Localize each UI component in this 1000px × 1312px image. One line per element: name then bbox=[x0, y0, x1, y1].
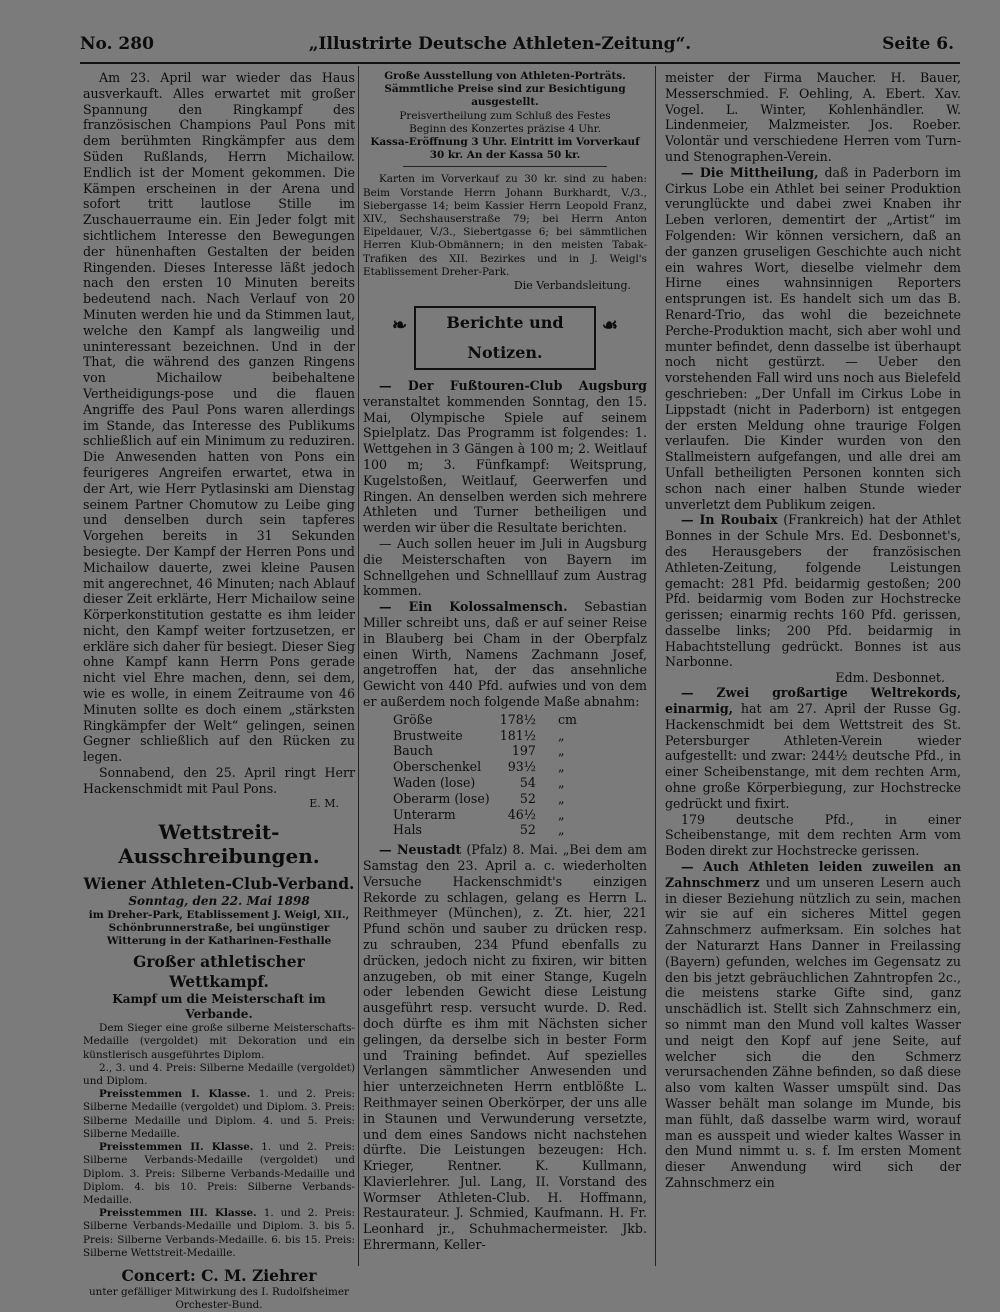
note-toothache-text: und um unseren Lesern auch in dieser Beziehung nützlich zu sein, machen wir sie auf ein sicheres Mittel gegen Zahnschmerz aufmerksam. Ein solches hat der Naturarzt Hans Danner in Freilassing (Bayern) gefunden, welches im Gegensatz zu den bis jetzt gebräuchlichen Zahntropfen 2c., die meistens starke Gifte sind, ganz unschädlich ist. Stellt sich Zahnschmerz ein, so nimmt man den Mund voll kaltes Wasser und neigt den Kopf auf jene Seite, auf welcher sich die den Schmerz verursachenden Zähne befinden, so daß diese also vom kalten Wasser umspült sind. Das Wasser behält man solange im Munde, bis man fühlt, daß dasselbe warm wird, worauf man es ausspeit und wieder kaltes Wasser in den Mund nimmt u. s. f. Im ersten Moment dieser Anwendung wird sich der Zahnschmerz ein bbox=[665, 874, 961, 1190]
class-2-text: 1. und 2. Preis: Silberne Verbands-Medaille (vergoldet) und Diplom. 3. Preis: Silberne Verbands-Medaille und Diplom. 4. bis 10. Preis: Silberne Verbands-Medaille. bbox=[83, 1141, 355, 1206]
article-announcement: Sonnabend, den 25. April ringt Herr Hackenschmidt mit Paul Pons. bbox=[83, 765, 355, 796]
section-heading-text: Berichte und Notizen. bbox=[446, 313, 564, 363]
note-world-records bbox=[665, 685, 961, 811]
note-paderborn bbox=[665, 165, 961, 513]
measurement-row bbox=[393, 743, 587, 759]
event-title: Großer athletischer Wettkampf. bbox=[133, 952, 305, 992]
note-roubaix-label: — In Roubaix bbox=[681, 512, 778, 528]
column-1 bbox=[83, 70, 355, 1312]
measurement-row bbox=[393, 791, 587, 807]
measurement-row bbox=[393, 728, 587, 744]
page-label: Seite 6. bbox=[882, 34, 954, 54]
note-world-records-text: hat am 27. April der Russe Gg. Hackenschmidt bei dem Wettstreit des St. Petersburger Athleten-Verein wieder aufgestellt: und zwar: 244½ deutsche Pfd., in einer Scheibenstange, mit dem rechten Arm, ohne große Körperbiegung, zur Hochstrecke gedrückt und fixirt. bbox=[665, 701, 961, 811]
measurement-value: 181½ bbox=[499, 727, 536, 743]
measurement-unit: „ bbox=[557, 806, 565, 822]
note-bavaria: — Auch sollen heuer im Juli in Augsburg die Meisterschaften von Bayern im Schnellgehen und Schnelllauf zum Austrag kommen. bbox=[363, 536, 647, 599]
class-3-text: 1. und 2. Preis: Silberne Verbands-Medaille und Diplom. 3. bis 5. Preis: Silberne Verbands-Medaille. 6. bis 15. Preis: Silberne Wettstreit-Medaille. bbox=[83, 1207, 355, 1259]
note-augsburg-label: — Der Fußtouren-Club Augsburg bbox=[379, 378, 647, 394]
measurement-unit: „ bbox=[557, 759, 565, 775]
ticket-info: Karten im Vorverkauf zu 30 kr. sind zu haben: Beim Vorstande Herrn Johann Burkhardt, V./3., Siebergasse 14; beim Kassier Herrn Leopold Franz, XIV., Sechshauserstraße 79; bei Herrn Anton Eipeldauer, V./3., Siebertgasse 6; bei sämmtlichen Herren Klub-Obmännern; in den meisten Tabak-Trafiken des XII. Bezirkes und in J. Weigl's Etablissement Dreher-Park. bbox=[363, 173, 647, 278]
measurement-unit: cm bbox=[557, 711, 577, 727]
measurement-row bbox=[393, 822, 587, 838]
measurement-name: Oberschenkel bbox=[393, 759, 482, 775]
note-neustadt-continued: meister der Firma Maucher. H. Bauer, Messerschmied. F. Oehling, A. Ebert. Xav. Vogel. L. Winter, Kohlenhändler. W. Lindenmeier, Malzmeister. Jos. Roeber. Volontär und verschiedene Herren vom Turn- und Stenographen-Verein. bbox=[665, 70, 961, 164]
note-roubaix-signature: Edm. Desbonnet. bbox=[835, 670, 945, 686]
note-augsburg bbox=[363, 378, 647, 536]
measurement-value: 52 bbox=[519, 822, 536, 838]
measurement-row bbox=[393, 775, 587, 791]
section-heading-reports bbox=[392, 306, 618, 370]
column-divider-2 bbox=[655, 66, 656, 1266]
prize-line: 2., 3. und 4. Preis: Silberne Medaille (vergoldet) und Diplom. bbox=[83, 1061, 355, 1088]
measurement-value: 178½ bbox=[499, 711, 536, 727]
ornament-right-icon: ☙ bbox=[601, 315, 618, 337]
column-divider-1 bbox=[358, 66, 359, 1266]
measurement-name: Unterarm bbox=[393, 806, 456, 822]
exhibition-line-4: Beginn des Konzertes präzise 4 Uhr. bbox=[409, 122, 601, 135]
note-colossus-label: — Ein Kolossalmensch. bbox=[379, 599, 568, 615]
measurement-name: Bauch bbox=[393, 743, 434, 759]
note-roubaix-text: (Frankreich) hat der Athlet Bonnes in der Schule Mrs. Ed. Desbonnet's, des Herausgebers der französischen Athleten-Zeitung, folgende Leistungen gemacht: 281 Pfd. beidarmig gestoßen; 200 Pfd. beidarmig vom Boden zur Hochstrecke gerissen; einarmig rechts 160 Pfd. gerissen, dasselbe links; 200 Pfd. beidarmig in Habachtstellung gedrückt. Bonnes ist aus Narbonne. bbox=[665, 512, 961, 670]
note-roubaix bbox=[665, 512, 961, 670]
article-signature: E. M. bbox=[309, 796, 339, 810]
concert-heading: Concert: C. M. Ziehrer bbox=[121, 1265, 317, 1285]
measurement-row bbox=[393, 807, 587, 823]
class-2-label: Preisstemmen II. Klasse. bbox=[99, 1141, 254, 1154]
measurement-value: 46½ bbox=[507, 806, 536, 822]
note-world-records-label: — Zwei großartige Weltrekords, einarmig, bbox=[665, 685, 961, 717]
measurement-value: 52 bbox=[519, 790, 536, 806]
divider bbox=[403, 166, 607, 167]
note-colossus-text: Sebastian Miller schreibt uns, daß er auf seiner Reise in Blauberg bei Cham in der Oberpfalz einen Wirth, Namens Zachmann Josef, angetroffen hat, der das ansehnliche Gewicht von 440 Pfd. aufwies und von dem er außerdem noch folgende Maße abnahm: bbox=[363, 599, 647, 709]
event-subtitle: Kampf um die Meisterschaft im Verbande. bbox=[112, 992, 326, 1022]
measurement-name: Brustweite bbox=[393, 727, 463, 743]
concert-subtitle: unter gefälliger Mitwirkung des I. Rudolfsheimer Orchester-Bund. bbox=[88, 1285, 350, 1312]
measurement-name: Waden (lose) bbox=[393, 774, 476, 790]
measurements-table bbox=[393, 712, 587, 838]
measurement-unit: „ bbox=[557, 790, 565, 806]
header-rule bbox=[80, 62, 960, 64]
event-venue: im Dreher-Park, Etablissement J. Weigl, XII., Schönbrunnerstraße, bei ungünstiger Witterung in der Katharinen-Festhalle bbox=[88, 908, 350, 948]
measurement-unit: „ bbox=[557, 774, 565, 790]
measurement-name: Oberarm (lose) bbox=[393, 790, 490, 806]
class-3-label: Preisstemmen III. Klasse. bbox=[99, 1207, 257, 1220]
measurement-row bbox=[393, 759, 587, 775]
measurement-name: Hals bbox=[393, 822, 422, 838]
note-neustadt-label: — Neustadt bbox=[379, 842, 462, 858]
event-date: Sonntag, den 22. Mai 1898 bbox=[128, 893, 310, 908]
newspaper-title: „Illustrirte Deutsche Athleten-Zeitung“. bbox=[308, 34, 692, 54]
association-signature: Die Verbandsleitung. bbox=[513, 279, 631, 293]
note-world-records-b: 179 deutsche Pfd., in einer Scheibenstange, mit dem rechten Arm vom Boden direkt zur Hochstrecke gerissen. bbox=[665, 811, 961, 859]
note-augsburg-text: veranstaltet kommenden Sonntag, den 15. Mai, Olympische Spiele auf seinem Spielplatz. Das Programm ist folgendes: 1. Wettgehen in 3 Gängen à 100 m; 2. Weitlauf 100 m; 3. Fünfkampf: Weitsprung, Kugelstoßen, Weitlauf, Geerwerfen und Ringen. An denselben werden sich mehrere Athleten und Turner betheiligen und werden wir über die Resultate berichten. bbox=[363, 393, 647, 536]
exhibition-line-1: Große Ausstellung von Athleten-Porträts. bbox=[384, 70, 626, 82]
measurement-unit: „ bbox=[557, 743, 565, 759]
note-toothache-label: — Auch Athleten leiden zuweilen an Zahnschmerz bbox=[665, 859, 961, 890]
club-heading: Wiener Athleten-Club-Verband. bbox=[83, 873, 355, 893]
prize-intro: Dem Sieger eine große silberne Meisterschafts-Medaille (vergoldet) mit Dekoration und ein künstlerisch ausgeführtes Diplom. bbox=[83, 1022, 355, 1061]
note-paderborn-label: — Die Mittheilung, bbox=[681, 164, 819, 180]
note-neustadt bbox=[363, 842, 647, 1253]
measurement-unit: „ bbox=[557, 727, 565, 743]
section-heading-competitions: Wettstreit-Ausschreibungen. bbox=[118, 819, 320, 868]
class-1-label: Preisstemmen I. Klasse. bbox=[99, 1088, 251, 1101]
note-toothache bbox=[665, 859, 961, 1191]
ornament-left-icon: ❧ bbox=[392, 315, 408, 337]
article-pons-michailow: Am 23. April war wieder das Haus ausverkauft. Alles erwartet mit großer Spannung den Ringkampf des französischen Champions Paul Pons mit dem berühmten Ringkämpfer aus dem Süden Rußlands, Herrn Michailow. Endlich ist der Moment gekommen. Die Kämpen erscheinen in der Arena und sofort tritt lautlose Stille im Zuschauerraume ein. Ein Jeder folgt mit sichtlichem Interesse den Bewegungen der hünenhaften Gestalten der beiden Ringenden. Dieses Interesse läßt jedoch nach den ersten 10 Minuten bereits bedeutend nach. Nach Verlauf von 20 Minuten werden hie und da Stimmen laut, welche den Kampf als langweilig und uninteressant bezeichnen. Und in der That, die während des ganzen Ringens von Michailow beibehaltene Vertheidigungs-pose und die flauen Angriffe des Paul Pons waren allerdings im Stande, das Interesse des Publikums schließlich auf ein Minimum zu reduziren. Die Anwesenden hatten von Pons ein feurigeres Angreifen erwartet, etwa in der Art, wie Herr Pytlasinski am Dienstag seinem Partner Chomutow zu Leibe ging und denselben durch sein tapferes Vorgehen bereits in 31 Sekunden besiegte. Der Kampf der Herren Pons und Michailow dauerte, zwei kleine Pausen mit angerechnet, 46 Minuten; nach Ablauf dieser Zeit erklärte, Herr Michailow seine Körperkonstitution gestatte es ihm leider nicht, den Kampf weiter fortzusetzen, er erkläre sich daher für besiegt. Dieser Sieg ohne Kampf kann Herrn Pons gerade nicht viel Ehre machen, denn, sei dem, wie es wolle, in einem Zeitraume von 46 Minuten sollte es doch einem „stärksten Ringkämpfer der Welt“ gelingen, seinen Gegner schließlich auf den Rücken zu legen. bbox=[83, 70, 355, 765]
note-neustadt-text: (Pfalz) 8. Mai. „Bei dem am Samstag den 23. April a. c. wiederholten Versuche Hackenschmidt's einzigen Rekorde zu schlagen, gelang es Herrn L. Reithmeyer (München), z. Zt. hier, 221 Pfund schön und sauber zu drücken resp. zu schrauben, 234 Pfund ebenfalls zu drücken, jedoch nicht zu fixiren, wir bitten anzugeben, ob mit einer Stange, Kugeln oder lebenden Gewicht diese Leistung ausgeführt resp. versucht wurde. D. Red. doch dürfte es ihm mit Nächsten sicher gelingen, da derselbe sich in bester Form und Training befindet. Auf spezielles Verlangen sämmtlicher Anwesenden und hier unterzeichneten Herrn entblößte L. Reithmayer seinen Oberkörper, der uns alle in Staunen und Verwunderung versetzte, und dem eines Sandows nicht nachstehen dürfte. Die Leistungen bezeugen: Hch. Krieger, Rentner. K. Kullmann, Klavierlehrer. Jul. Lang, II. Vorstand des Wormser Athleten-Club. H. Hoffmann, Restaurateur. J. Schmied, Kaufmann. H. Fr. Leonhard jr., Schuhmachermeister. Jkb. Ehrermann, Keller- bbox=[363, 842, 647, 1253]
class-2-prizes bbox=[83, 1141, 355, 1207]
class-1-text: 1. und 2. Preis: Silberne Medaille (vergoldet) und Diplom. 3. Preis: Silberne Medaille und Diplom. 4. und 5. Preis: Silberne Medaille. bbox=[83, 1088, 355, 1140]
exhibition-line-2: Sämmtliche Preise sind zur Besichtigung ausgestellt. bbox=[384, 83, 626, 109]
measurement-unit: „ bbox=[557, 822, 565, 838]
column-3 bbox=[665, 70, 961, 1191]
note-paderborn-text: daß in Paderborn im Cirkus Lobe ein Athlet bei seiner Produktion verunglückte und dabei zwei Knaben ihr Leben verloren, dementirt der „Artist“ im Folgenden: Wir können versichern, daß an der ganzen gruseligen Geschichte auch nicht ein wahres Wort, dieselbe vielmehr dem Hirne eines wahnsinnigen Reporters entsprungen ist. Es handelt sich um das B. Renard-Trio, das wohl die bezeichnete Perche-Produktion macht, sich aber wohl und munter befindet, denn dasselbe ist überhaupt noch nicht gestürzt. — Ueber den vorstehenden Fall wird uns noch aus Bielefeld geschrieben: „Der Unfall im Cirkus Lobe in Lippstadt (nicht in Paderborn) ist entgegen der ersten Meldung ohne traurige Folgen verlaufen. Die Kinder wurden von den Stallmeistern aufgefangen, und alle drei am Unfall betheiligten Personen konnten sich schon nach einer halben Stunde wieder unverletzt dem Publikum zeigen. bbox=[665, 164, 961, 512]
page-number: No. 280 bbox=[80, 34, 154, 54]
class-3-prizes bbox=[83, 1207, 355, 1260]
note-colossus bbox=[363, 599, 647, 710]
measurement-value: 93½ bbox=[507, 759, 536, 775]
exhibition-line-5: Kassa-Eröffnung 3 Uhr. Eintritt im Vorverkauf 30 kr. An der Kassa 50 kr. bbox=[370, 136, 640, 162]
measurement-row bbox=[393, 712, 587, 728]
measurement-value: 197 bbox=[511, 743, 536, 759]
measurement-name: Größe bbox=[393, 711, 433, 727]
exhibition-line-3: Preisvertheilung zum Schluß des Festes bbox=[399, 109, 611, 122]
column-2 bbox=[363, 70, 647, 1253]
measurement-value: 54 bbox=[519, 774, 536, 790]
class-1-prizes bbox=[83, 1088, 355, 1141]
